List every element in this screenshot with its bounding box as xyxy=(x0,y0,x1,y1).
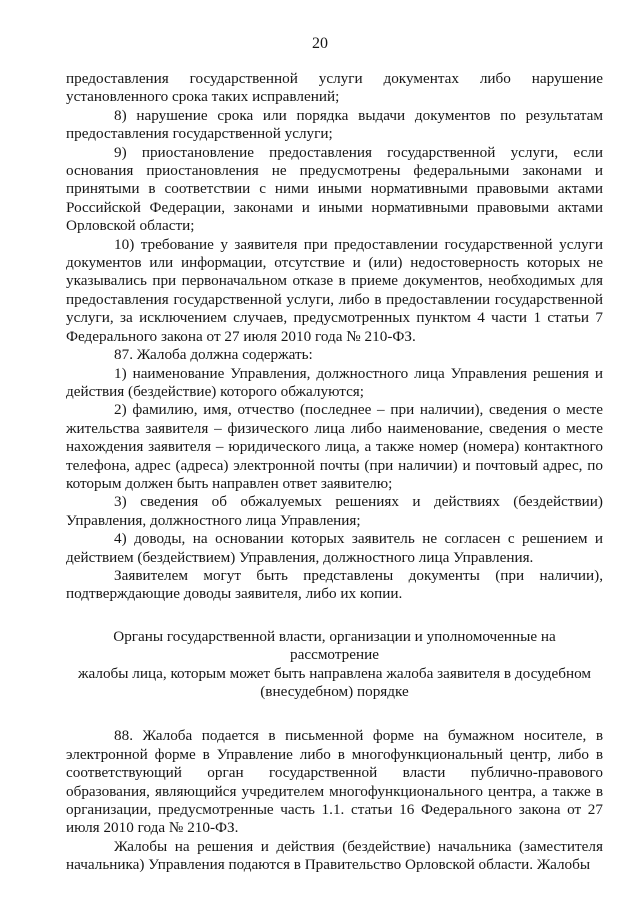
section-heading xyxy=(66,628,603,702)
list-item-10: 10) требование у заявителя при предоставлении государственной услуги документов или информации, отсутствие и (или) недостоверность которых не указывались при первоначальном отказе в приеме документов, необходимых для предоставления государственной услуги, либо в предоставлении государственной услуги, за исключением случаев, предусмотренных пунктом 4 части 1 статьи 7 Федерального закона от 27 июля 2010 года № 210-ФЗ. xyxy=(66,235,603,345)
supporting-documents-paragraph: Заявителем могут быть представлены документы (при наличии), подтверждающие доводы заявителя, либо их копии. xyxy=(66,566,603,603)
clause-87: 87. Жалоба должна содержать: xyxy=(114,346,313,364)
document-body xyxy=(66,70,603,875)
section-heading-line-3: (внесудебном) порядке xyxy=(260,683,409,700)
page-number: 20 xyxy=(312,35,328,52)
complaint-item-2: 2) фамилию, имя, отчество (последнее – при наличии), сведения о месте жительства заявителя – физического лица либо наименование, сведения о месте нахождения заявителя – юридического лица, а также номер (номера) контактного телефона, адрес (адреса) электронной почты (при наличии) и почтовый адрес, по которым должен быть направлен ответ заявителю; xyxy=(66,401,603,492)
complaints-government-paragraph: Жалобы на решения и действия (бездействие) начальника (заместителя начальника) Управления подаются в Правительство Орловской области. Жалобы xyxy=(66,837,603,874)
complaint-item-3: 3) сведения об обжалуемых решениях и действиях (бездействии) Управления, должностного лица Управления; xyxy=(66,493,603,529)
paragraph-continuation: предоставления государственной услуги документах либо нарушение установленного срока таких исправлений; xyxy=(66,70,603,106)
complaint-item-4: 4) доводы, на основании которых заявитель не согласен с решением и действием (бездействием) Управления, должностного лица Управления. xyxy=(66,530,603,566)
list-item-9: 9) приостановление предоставления государственной услуги, если основания приостановления не предусмотрены федеральными законами и принятыми в соответствии с ними иными нормативными правовыми актами Российской Федерации, законами и иными нормативными правовыми актами Орловской области; xyxy=(66,143,603,235)
complaint-item-1: 1) наименование Управления, должностного лица Управления решения и действия (бездействие) которого обжалуются; xyxy=(66,364,603,400)
list-item-8: 8) нарушение срока или порядка выдачи документов по результатам предоставления государственной услуги; xyxy=(66,106,603,143)
section-heading-line-1: Органы государственной власти, организации и уполномоченные на рассмотрение xyxy=(113,627,556,664)
section-heading-line-2: жалобы лица, которым может быть направлена жалоба заявителя в досудебном xyxy=(78,664,591,682)
clause-88: 88. Жалоба подается в письменной форме на бумажном носителе, в электронной форме в Управление либо в многофункциональный центр, либо в соответствующий орган государственной власти публично-правового образования, являющийся учредителем многофункционального центра, а также в организации, предусмотренные часть 1.1. статьи 16 Федерального закона от 27 июля 2010 года № 210-ФЗ. xyxy=(66,727,603,837)
